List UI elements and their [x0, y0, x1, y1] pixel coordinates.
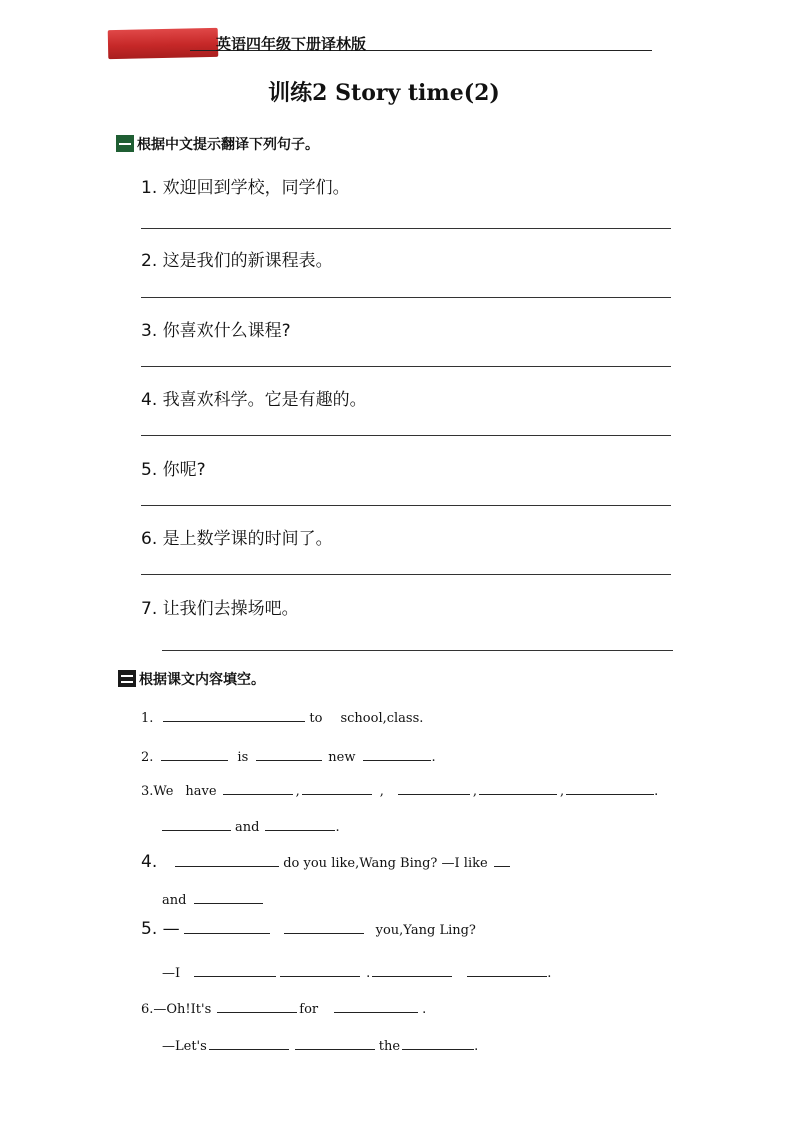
header-text: 英语四年级下册译林版 — [216, 35, 367, 53]
fill-line-3 — [141, 780, 658, 799]
fill-line-2 — [141, 746, 436, 765]
item-number: 1. — [141, 711, 154, 726]
punct: . — [335, 820, 340, 835]
blank[interactable] — [479, 780, 557, 795]
item-number: 5. — — [141, 919, 180, 939]
punct: . — [431, 750, 436, 765]
blank[interactable] — [402, 1035, 474, 1050]
punct: . — [422, 1002, 427, 1017]
blank[interactable] — [295, 1035, 375, 1050]
blank[interactable] — [280, 962, 360, 977]
question-5: 5. 你呢? — [141, 460, 206, 480]
punct: . — [654, 784, 659, 799]
fill-line-4b — [162, 889, 263, 908]
fill-line-5 — [141, 919, 476, 939]
word: and — [235, 820, 260, 835]
word: do you like,Wang Bing? —I like — [283, 856, 488, 871]
section1-heading — [116, 134, 319, 154]
word: and — [162, 893, 187, 908]
fill-line-3b — [162, 816, 340, 835]
punct: . — [474, 1039, 479, 1054]
fill-line-4 — [141, 852, 510, 872]
word: new — [328, 750, 356, 765]
blank[interactable] — [194, 889, 263, 904]
question-6: 6. 是上数学课的时间了。 — [141, 529, 333, 549]
answer-line-3[interactable] — [141, 366, 671, 367]
word: the — [378, 1039, 401, 1054]
blank[interactable] — [163, 707, 305, 722]
question-3: 3. 你喜欢什么课程? — [141, 321, 291, 341]
fill-line-1 — [141, 707, 423, 726]
fill-line-5b — [162, 962, 551, 981]
word: have — [185, 784, 217, 799]
blank[interactable] — [175, 852, 279, 867]
fill-line-6 — [141, 998, 426, 1017]
punct: . — [547, 966, 552, 981]
word: —Let's — [162, 1039, 207, 1054]
blank[interactable] — [494, 852, 510, 867]
punct: , — [560, 784, 565, 799]
word: to — [309, 711, 323, 726]
blank[interactable] — [284, 919, 364, 934]
word: is — [237, 750, 249, 765]
blank[interactable] — [363, 746, 431, 761]
blank[interactable] — [209, 1035, 289, 1050]
answer-line-5[interactable] — [141, 505, 671, 506]
question-7: 7. 让我们去操场吧。 — [141, 599, 299, 619]
section2-label: 根据课文内容填空。 — [139, 672, 265, 688]
fill-line-6b — [162, 1035, 478, 1054]
question-4: 4. 我喜欢科学。它是有趣的。 — [141, 390, 367, 410]
item-number: 2. — [141, 750, 154, 765]
answer-line-1[interactable] — [141, 228, 671, 229]
blank[interactable] — [467, 962, 547, 977]
word: you,Yang Ling? — [375, 923, 476, 938]
punct: , — [295, 784, 300, 799]
item-number: 3.We — [141, 784, 174, 799]
answer-line-6[interactable] — [141, 574, 671, 575]
item-number: 6.—Oh!It's — [141, 1002, 212, 1017]
blank[interactable] — [302, 780, 372, 795]
page-title: 训练2 Story time(2) — [268, 80, 500, 106]
blank[interactable] — [334, 998, 418, 1013]
question-2: 2. 这是我们的新课程表。 — [141, 251, 333, 271]
answer-line-4[interactable] — [141, 435, 671, 436]
blank[interactable] — [398, 780, 470, 795]
blank[interactable] — [161, 746, 228, 761]
blank[interactable] — [256, 746, 322, 761]
answer-line-2[interactable] — [141, 297, 671, 298]
section1-label: 根据中文提示翻译下列句子。 — [137, 137, 319, 153]
word: for — [299, 1002, 319, 1017]
blank[interactable] — [223, 780, 293, 795]
question-1: 1. 欢迎回到学校，同学们。 — [141, 178, 350, 198]
blank[interactable] — [184, 919, 270, 934]
item-number: 4. — [141, 852, 158, 872]
blank[interactable] — [265, 816, 335, 831]
section2-heading — [118, 669, 265, 689]
answer-line-7[interactable] — [162, 650, 673, 651]
blank[interactable] — [566, 780, 654, 795]
blank[interactable] — [194, 962, 276, 977]
word: school,class. — [340, 711, 424, 726]
punct: , — [379, 784, 384, 799]
punct: , — [472, 784, 477, 799]
word: —I — [162, 966, 181, 981]
blank[interactable] — [217, 998, 297, 1013]
section-number-one-icon — [116, 135, 134, 152]
header-ribbon — [108, 28, 219, 59]
blank[interactable] — [162, 816, 231, 831]
section-number-two-icon — [118, 670, 136, 687]
punct: . — [366, 966, 371, 981]
blank[interactable] — [372, 962, 452, 977]
